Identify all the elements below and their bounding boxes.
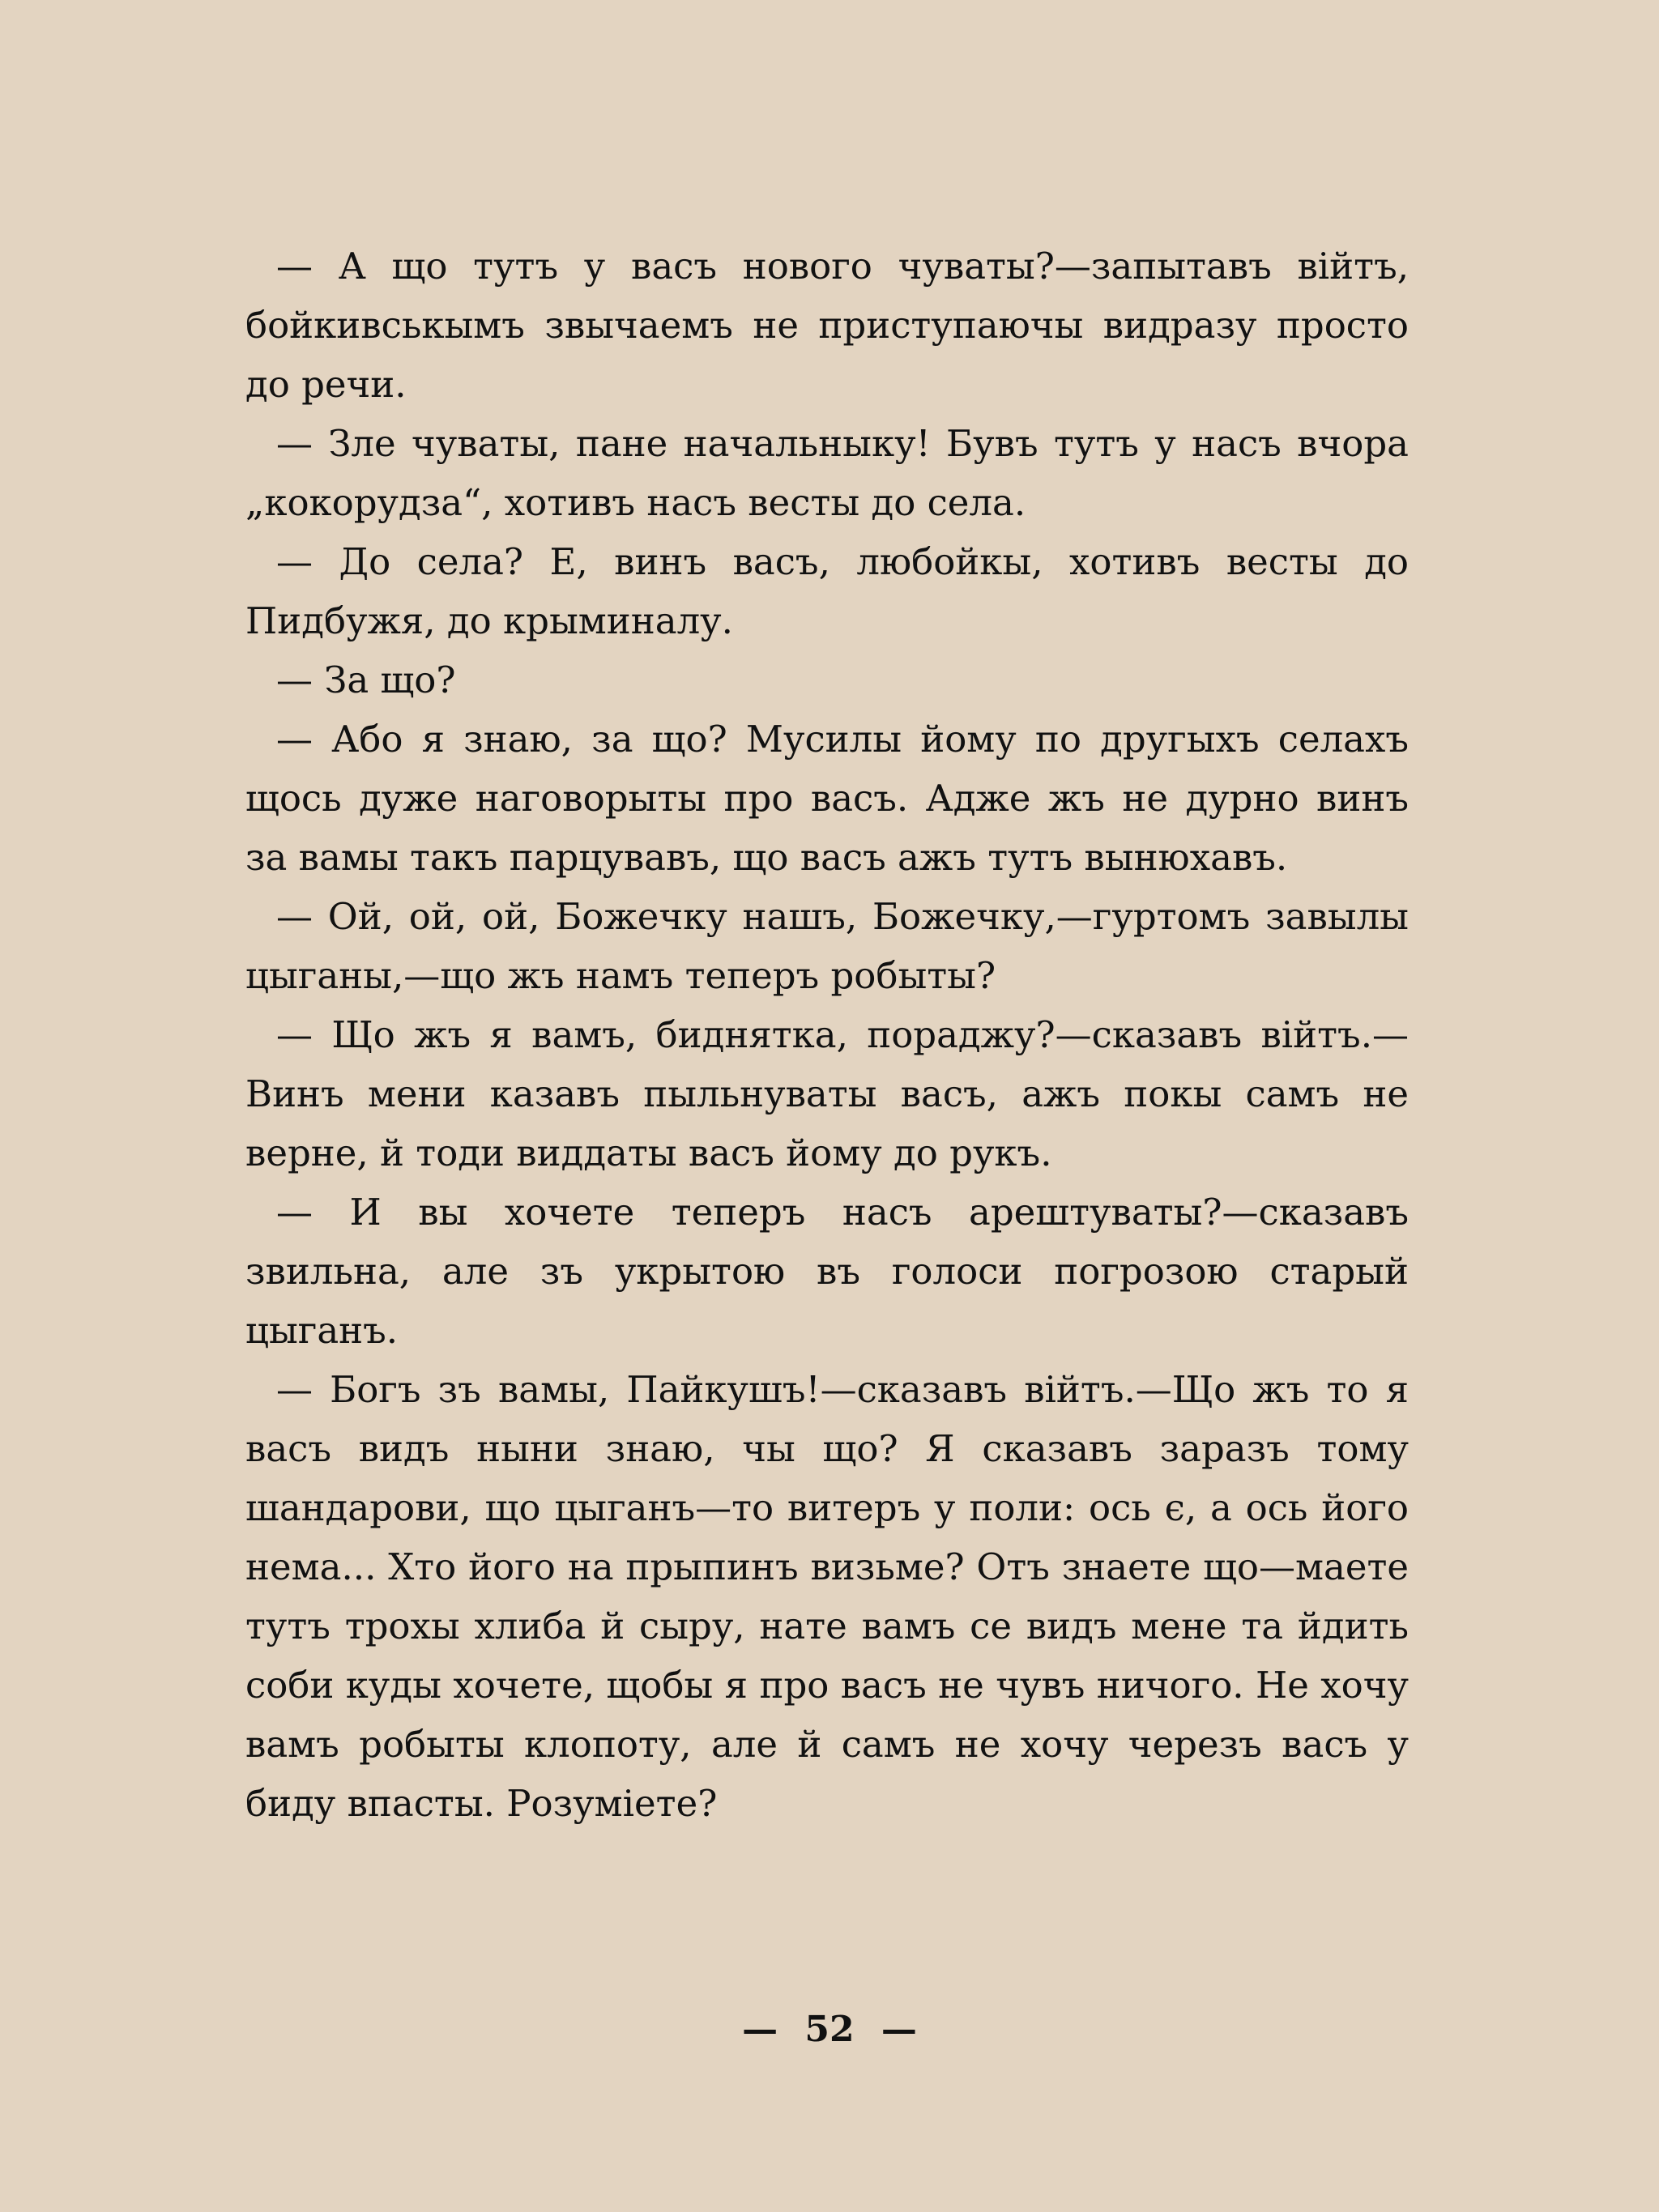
paragraph-3: — До села? Е, винъ васъ, любойкы, хотивъ весты до Пидбужя, до крыминалу. <box>245 540 1409 642</box>
paragraph-9: — Богъ зъ вамы, Пайкушъ!—сказавъ вiйтъ.—Що жъ то я васъ видъ ныни знаю, чы що? Я сказавъ заразъ тому шандарови, що цыганъ—то витеръ у поли: ось є, а ось його нема... Хто його на прыпинъ визьме? Отъ знаете що—маете тутъ трохы хлиба й сыру, нате вамъ се видъ мене та йдить соби куды хочете, щобы я про васъ не чувъ ничого. Не хочу вамъ робыты клопоту, але й самъ не хочу черезъ васъ у биду впасты. Розумiете? <box>245 1368 1409 1825</box>
body-text <box>245 237 1409 1833</box>
paragraph-8: — И вы хочете теперъ насъ арештуваты?—сказавъ звильна, але зъ укрытою въ голоси погрозою старый цыганъ. <box>245 1191 1409 1352</box>
paragraph-1: — А що тутъ у васъ нового чуваты?—запытавъ вiйтъ, бойкивськымъ звычаемъ не приступаючы видразу просто до речи. <box>245 245 1409 406</box>
paragraph-6: — Ой, ой, ой, Божечку нашъ, Божечку,—гуртомъ завылы цыганы,—що жъ намъ теперъ робыты? <box>245 895 1409 997</box>
paragraph-5: — Або я знаю, за що? Мусилы йому по другыхъ селахъ щось дуже наговорыты про васъ. Адже жъ не дурно винъ за вамы такъ парцувавъ, що васъ ажъ тутъ вынюхавъ. <box>245 718 1409 879</box>
paragraph-2: — Зле чуваты, пане начальныку! Бувъ тутъ у насъ вчора „кокорудза“, хотивъ насъ весты до села. <box>245 422 1409 524</box>
paragraph-4: — За що? <box>276 658 456 701</box>
page-number: — 52 — <box>742 2009 917 2050</box>
paragraph-7: — Що жъ я вамъ, биднятка, пораджу?—сказавъ вiйтъ.—Винъ мени казавъ пыльнуваты васъ, ажъ покы самъ не верне, й тоди виддаты васъ йому до рукъ. <box>245 1013 1409 1174</box>
